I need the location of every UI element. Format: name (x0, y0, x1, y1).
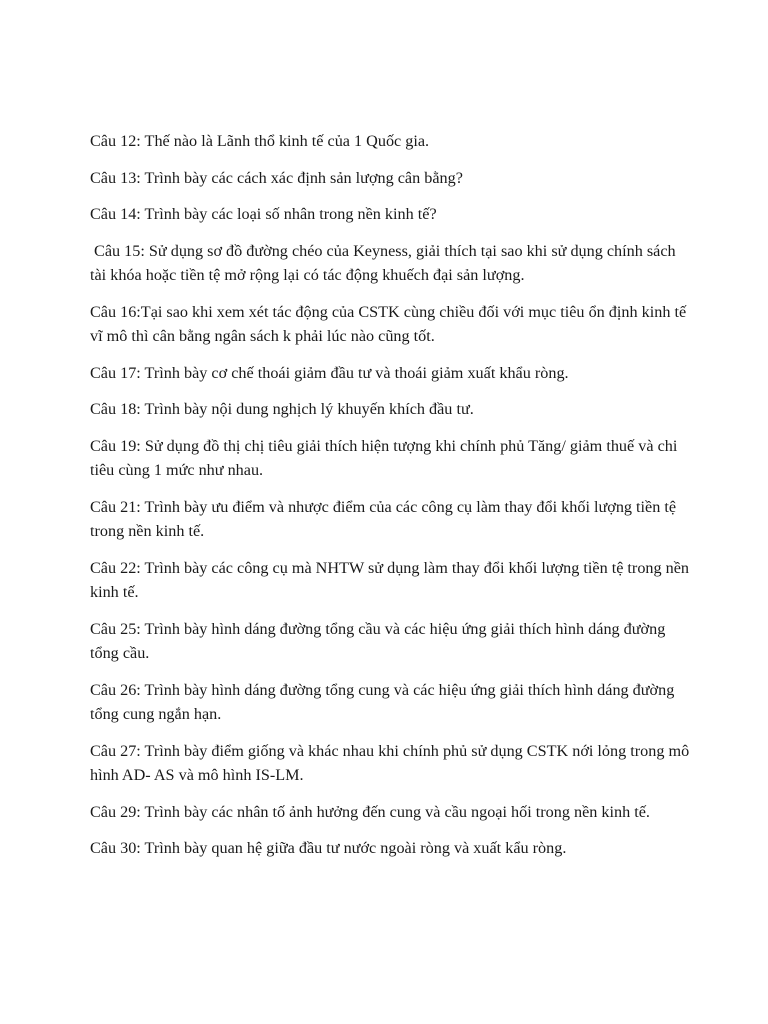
question-27: Câu 27: Trình bày điểm giống và khác nhau khi chính phủ sử dụng CSTK nới lỏng trong mô hình AD- AS và mô hình IS-LM. (90, 741, 694, 784)
question-17: Câu 17: Trình bày cơ chế thoái giảm đầu tư và thoái giảm xuất khẩu ròng. (90, 363, 569, 382)
question-18: Câu 18: Trình bày nội dung nghịch lý khuyến khích đầu tư. (90, 400, 474, 418)
question-19: Câu 19: Sử dụng đồ thị chị tiêu giải thích hiện tượng khi chính phủ Tăng/ giảm thuế và chi tiêu cùng 1 mức như nhau. (90, 436, 682, 479)
question-29: Câu 29: Trình bày các nhân tố ảnh hưởng đến cung và cầu ngoại hối trong nền kinh tế. (90, 802, 650, 821)
question-13: Câu 13: Trình bày các cách xác định sản lượng cân bằng? (90, 168, 463, 187)
question-25: Câu 25: Trình bày hình dáng đường tổng cầu và các hiệu ứng giải thích hình dáng đường tổng cầu. (90, 619, 670, 662)
question-12: Câu 12: Thế nào là Lãnh thổ kinh tế của 1 Quốc gia. (90, 132, 430, 150)
question-14: Câu 14: Trình bày các loại số nhân trong nền kinh tế? (90, 205, 437, 223)
question-30: Câu 30: Trình bày quan hệ giữa đầu tư nước ngoài ròng và xuất kẩu ròng. (90, 839, 567, 857)
question-26: Câu 26: Trình bày hình dáng đường tổng cung và các hiệu ứng giải thích hình dáng đường tổng cung ngắn hạn. (90, 680, 679, 723)
question-21: Câu 21: Trình bày ưu điểm và nhược điểm của các công cụ làm thay đổi khối lượng tiền tệ trong nền kinh tế. (90, 497, 681, 540)
question-22: Câu 22: Trình bày các công cụ mà NHTW sử dụng làm thay đổi khối lượng tiền tệ trong nền kinh tế. (90, 558, 694, 601)
question-16: Câu 16:Tại sao khi xem xét tác động của CSTK cùng chiều đối với mục tiêu ổn định kinh tế vĩ mô thì cân bằng ngân sách k phải lúc nào cũng tốt. (90, 302, 691, 345)
question-list (90, 129, 694, 873)
question-15: Câu 15: Sử dụng sơ đồ đường chéo của Keyness, giải thích tại sao khi sử dụng chính sách tài khóa hoặc tiền tệ mở rộng lại có tác động khuếch đại sản lượng. (90, 241, 680, 284)
